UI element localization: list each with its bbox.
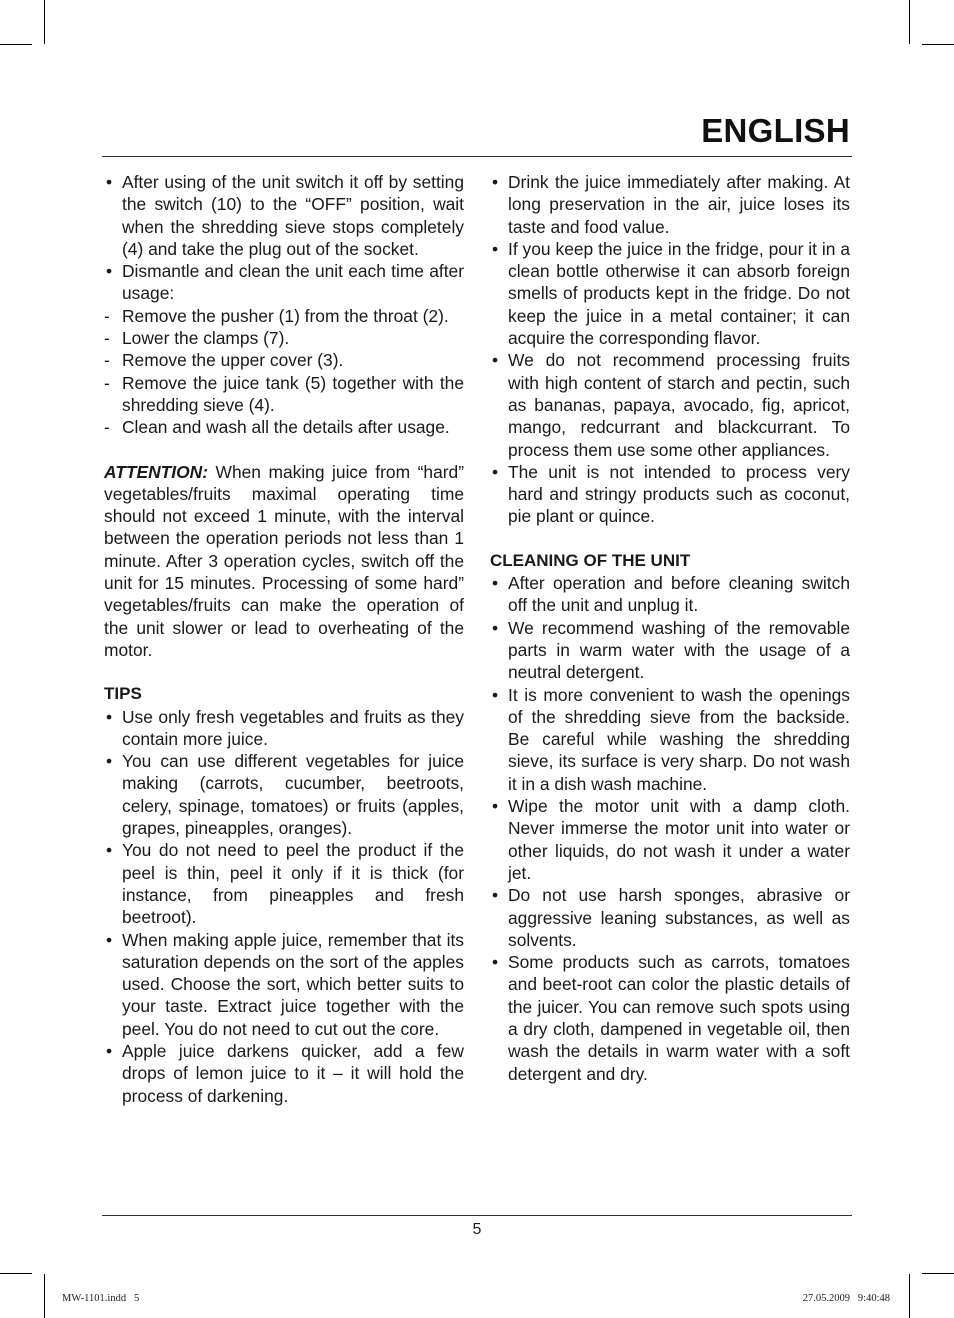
crop-mark xyxy=(44,0,45,44)
list-item: • It is more convenient to wash the openings of the shredding sieve from the backside. Be careful while washing the shredding sieve, its surface is very sharp. Do not wash it in a dish wash machine. xyxy=(492,684,850,794)
list-item: • When making apple juice, remember that its saturation depends on the sort of the apples used. Choose the sort, which better suits to your taste. Extract juice together with the peel. You do not need to cut out the core. xyxy=(106,929,464,1039)
list-item: • Use only fresh vegetables and fruits as they contain more juice. xyxy=(106,706,464,749)
list-item: - Lower the clamps (7). xyxy=(104,328,290,349)
list-item: • Drink the juice immediately after making. At long preservation in the air, juice loses its taste and food value. xyxy=(492,172,850,237)
list-item: • You do not need to peel the product if the peel is thin, peel it only if it is thick (for instance, from pineapples and fresh beetroot). xyxy=(106,840,464,928)
list-item: - Clean and wash all the details after usage. xyxy=(104,417,450,438)
list-item: • Do not use harsh sponges, abrasive or aggressive leaning substances, as well as solvents. xyxy=(492,885,850,950)
cleaning-heading: CLEANING OF THE UNIT xyxy=(490,550,691,570)
header-rule xyxy=(102,156,852,157)
page-title: ENGLISH xyxy=(701,112,850,149)
footer-timestamp: 27.05.2009 9:40:48 xyxy=(802,1293,890,1304)
page-number: 5 xyxy=(472,1221,482,1238)
list-item: • If you keep the juice in the fridge, pour it in a clean bottle otherwise it can absorb foreign smells of products kept in the fridge. Do not keep the juice in a metal container; it can acquire the corresponding flavor. xyxy=(492,238,850,349)
list-item: • You can use different vegetables for juice making (carrots, cucumber, beetroots, celery, spinage, tomatoes) or fruits (apples, grapes, pineapples, oranges). xyxy=(106,751,464,839)
list-item: • Dismantle and clean the unit each time after usage: xyxy=(106,261,464,304)
attention-label: ATTENTION: xyxy=(104,461,209,482)
list-item: • Apple juice darkens quicker, add a few drops of lemon juice to it – it will hold the process of darkening. xyxy=(106,1040,464,1106)
crop-mark xyxy=(44,1274,45,1318)
footer-file-slug: MW-1101.indd 5 xyxy=(62,1293,140,1304)
attention-text: When making juice from “hard” vegetables/fruits maximal operating time should not exceed 1 minute, with the interval between the operation periods not less than 1 minute. After 3 operation cycles, switch off the unit for 15 minutes. Processing of some hard” vegetables/fruits can make the operation of the unit slower or lead to overheating of the motor. xyxy=(104,461,464,660)
usage-list xyxy=(104,171,464,439)
list-item: - Remove the upper cover (3). xyxy=(104,350,344,371)
right-column xyxy=(490,171,850,1085)
tips-list xyxy=(104,706,464,1107)
list-item: • We recommend washing of the removable parts in warm water with the usage of a neutral detergent. xyxy=(492,617,850,683)
footer-rule xyxy=(102,1215,852,1216)
crop-mark xyxy=(0,44,32,45)
juice-tips-list xyxy=(490,171,850,528)
list-item: - Remove the pusher (1) from the throat (2). xyxy=(104,305,449,326)
list-item: • Some products such as carrots, tomatoes and beet-root can color the plastic details of the juicer. You can remove such spots using a dry cloth, dampened in vegetable oil, then wash the details in warm water with a soft detergent and dry. xyxy=(492,952,850,1084)
tips-heading: TIPS xyxy=(104,684,142,704)
crop-mark xyxy=(909,0,910,44)
crop-mark xyxy=(0,1273,32,1274)
crop-mark xyxy=(909,1274,910,1318)
list-item: • Wipe the motor unit with a damp cloth. Never immerse the motor unit into water or other liquids, do not wash it under a water jet. xyxy=(492,796,850,883)
crop-mark xyxy=(922,44,954,45)
list-item: • After operation and before cleaning switch off the unit and unplug it. xyxy=(492,573,850,616)
list-item: • The unit is not intended to process very hard and stringy products such as coconut, pie plant or quince. xyxy=(492,461,850,527)
list-item: • After using of the unit switch it off by setting the switch (10) to the “OFF” position, wait when the shredding sieve stops completely (4) and take the plug out of the socket. xyxy=(106,172,464,259)
crop-mark xyxy=(922,1273,954,1274)
list-item: - Remove the juice tank (5) together with the shredding sieve (4). xyxy=(104,372,464,415)
left-column xyxy=(104,171,464,1107)
list-item: • We do not recommend processing fruits with high content of starch and pectin, such as bananas, papaya, avocado, fig, apricot, mango, redcurrant and blackcurrant. To process them use some other appliances. xyxy=(492,350,850,460)
attention-paragraph xyxy=(104,461,464,662)
cleaning-list xyxy=(490,572,850,1085)
